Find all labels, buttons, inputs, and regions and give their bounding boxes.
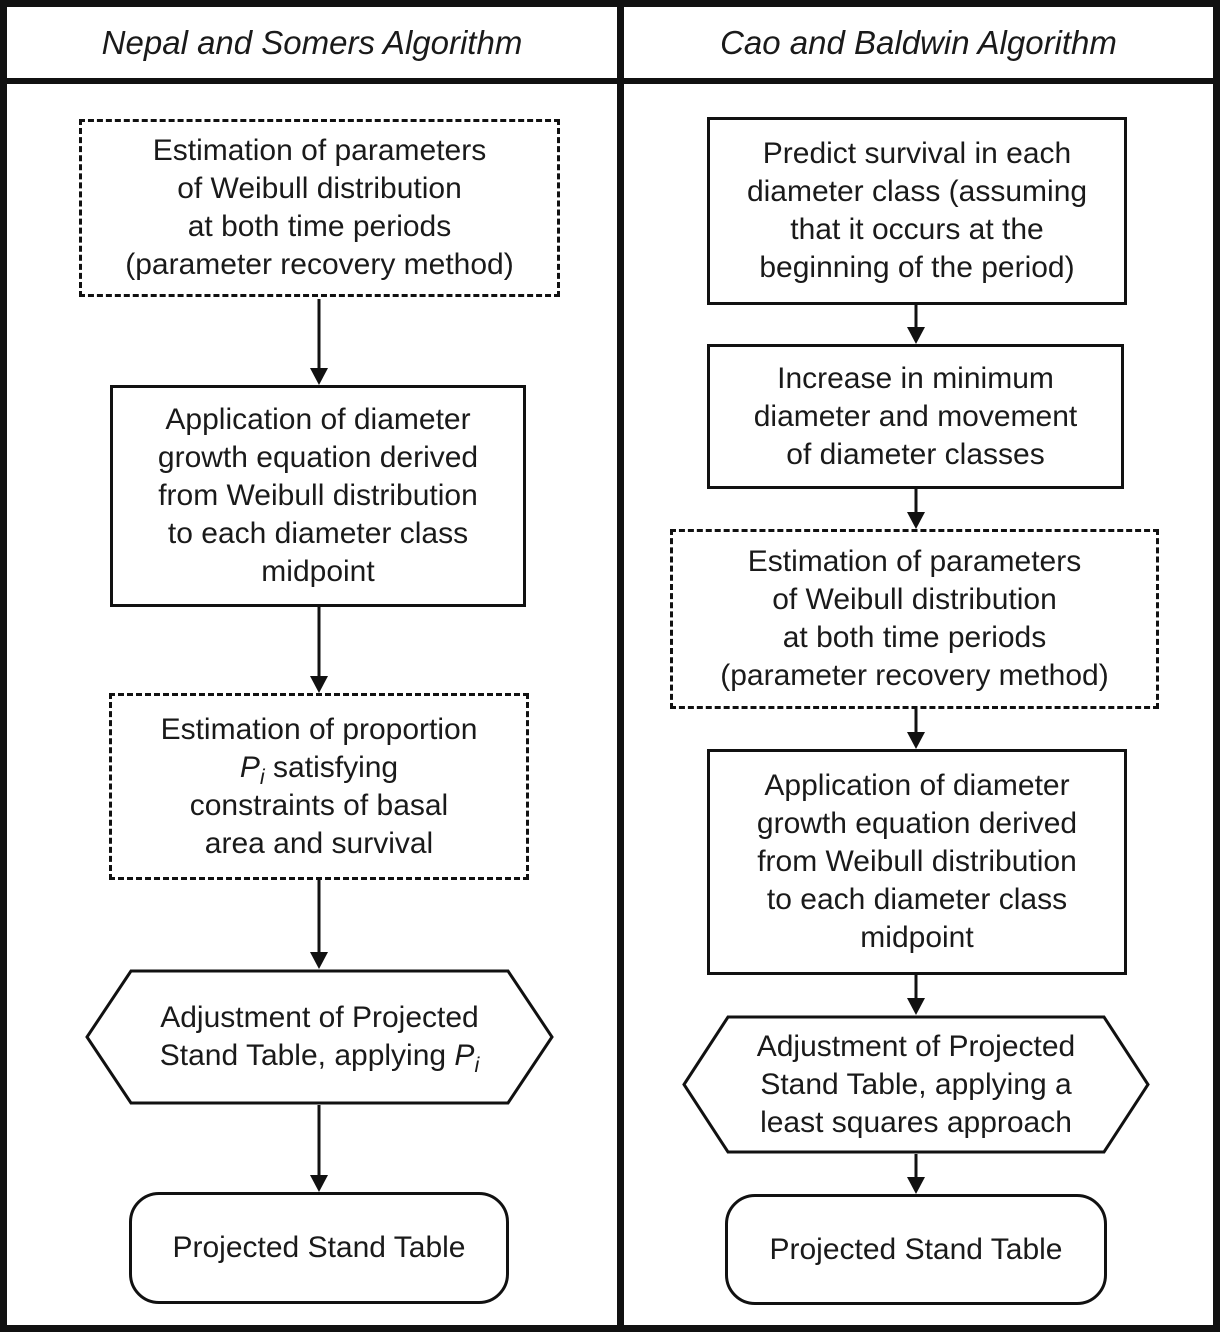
arrow-right-3: [907, 709, 925, 749]
arrowhead-icon: [310, 952, 328, 969]
variable-p: P: [454, 1039, 475, 1072]
arrow-left-1: [310, 299, 328, 385]
process-box-predict-survival: Predict survival in each diameter class (assuming that it occurs at the beginning of the period): [707, 117, 1127, 305]
terminal-projected-stand-table-right: Projected Stand Table: [725, 1194, 1107, 1305]
arrow-left-4: [310, 1105, 328, 1192]
process-box-proportion-left: Estimation of proportion $P_i$ satisfying constraints of basal area and survival: [109, 693, 529, 880]
arrow-left-3: [310, 880, 328, 969]
variable-p: P: [239, 750, 260, 784]
arrow-right-2: [907, 489, 925, 529]
hexagon-adjustment-left: Adjustment of Projected Stand Table, applying $P_i$: [85, 969, 554, 1105]
subscript-i: i: [474, 1052, 480, 1077]
arrowhead-icon: [907, 732, 925, 749]
arrowhead-icon: [907, 327, 925, 344]
process-box-application-growth-left: Application of diameter growth equation derived from Weibull distribution to each diameter class midpoint: [110, 385, 526, 607]
arrowhead-icon: [907, 1177, 925, 1194]
arrow-right-5: [907, 1154, 925, 1194]
subscript-i: i: [259, 763, 265, 789]
column-header-nepal-somers: Nepal and Somers Algorithm: [101, 23, 523, 61]
process-box-increase-minimum: Increase in minimum diameter and movement of diameter classes: [707, 344, 1124, 489]
arrowhead-icon: [310, 368, 328, 385]
arrow-left-2: [310, 607, 328, 693]
process-box-estimation-parameters-left: Estimation of parameters of Weibull distribution at both time periods (parameter recovery method): [79, 119, 560, 297]
terminal-projected-stand-table-left: Projected Stand Table: [129, 1192, 509, 1304]
arrow-right-1: [907, 305, 925, 344]
arrowhead-icon: [310, 1175, 328, 1192]
process-box-estimation-parameters-right: Estimation of parameters of Weibull distribution at both time periods (parameter recovery method): [670, 529, 1159, 709]
header-separator: [7, 78, 1213, 84]
arrowhead-icon: [907, 998, 925, 1015]
column-divider: [617, 7, 624, 1332]
arrow-right-4: [907, 975, 925, 1015]
process-box-application-growth-right: Application of diameter growth equation derived from Weibull distribution to each diameter class midpoint: [707, 749, 1127, 975]
arrowhead-icon: [310, 676, 328, 693]
arrowhead-icon: [907, 512, 925, 529]
column-header-cao-baldwin: Cao and Baldwin Algorithm: [720, 23, 1117, 61]
hexagon-adjustment-right: Adjustment of Projected Stand Table, applying a least squares approach: [682, 1015, 1150, 1154]
